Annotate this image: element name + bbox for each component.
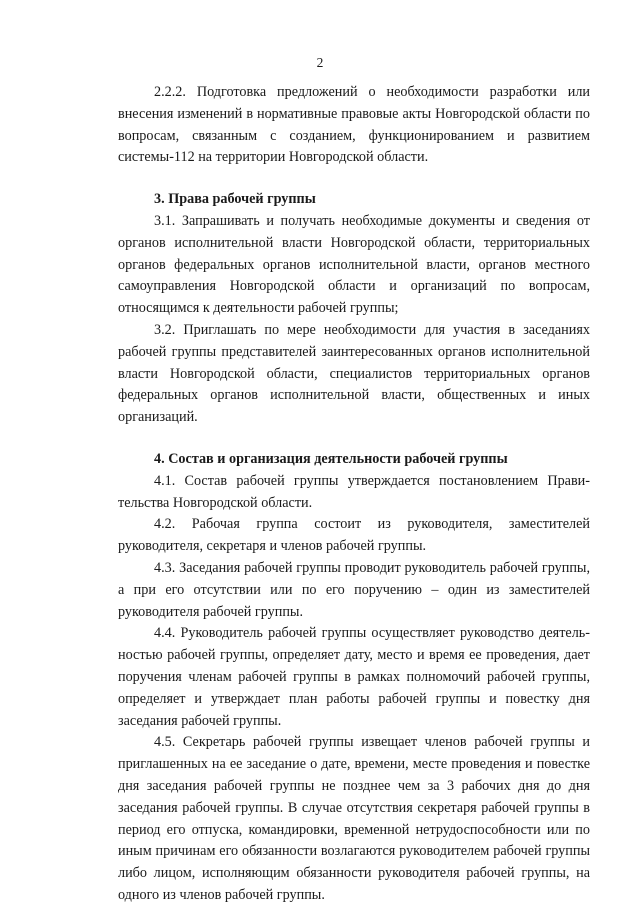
- paragraph-3-1: 3.1. Запрашивать и получать необходимые документы и сведения от органов исполнительной власти Новгородской области, территориальных органов федеральных органов исполнительной власти, органов местного самоуправления Новгородской области и организаций по вопросам, относящимся к деятельности рабочей группы;: [118, 212, 590, 317]
- document-body: [118, 82, 590, 907]
- section-heading-3: 3. Права рабочей группы: [154, 191, 316, 208]
- paragraph-4-1: 4.1. Состав рабочей группы утверждается постановлением Правительства Новгородской области.: [118, 472, 590, 511]
- section-heading-4: 4. Состав и организация деятельности рабочей группы: [154, 450, 508, 467]
- paragraph-4-5: 4.5. Секретарь рабочей группы извещает членов рабочей группы и приглашенных на ее заседание о дате, времени, месте проведения и повестке дня заседания рабочей группы не позднее чем за 3 рабочих дня до дня заседания рабочей группы. В случае отсутствия секретаря рабочей группы в период его отпуска, командировки, временной нетрудоспособности или по иным причинам его обязанности возлагаются руководителем рабочей группы либо лицом, исполняющим обязанности руководителя рабочей группы, на одного из членов рабочей группы.: [118, 734, 590, 903]
- paragraph-2-2-2: 2.2.2. Подготовка предложений о необходимости разработки или внесения изменений в нормативные правовые акты Новгородской области по вопросам, связанным с созданием, функционированием и развитием системы-112 на территории Новгородской области.: [118, 84, 590, 166]
- page-number: 2: [316, 55, 324, 70]
- paragraph-4-4: 4.4. Руководитель рабочей группы осуществляет руководство деятельностью рабочей группы, определяет дату, место и время ее проведения, дает поручения членам рабочей группы в рамках полномочий рабочей группы, определяет и утверждает план работы рабочей группы и повестку дня заседания рабочей группы.: [118, 625, 590, 729]
- section-spacer: [118, 429, 590, 449]
- paragraph-4-2: 4.2. Рабочая группа состоит из руководителя, заместителей руководителя, секретаря и членов рабочей группы.: [118, 516, 590, 555]
- section-spacer: [118, 169, 590, 189]
- paragraph-3-2: 3.2. Приглашать по мере необходимости для участия в заседаниях рабочей группы представителей заинтересованных органов исполнительной власти Новгородской области, специалистов территориальных органов федеральных органов исполнительной власти, общественных и иных организаций.: [118, 321, 590, 426]
- paragraph-4-3: 4.3. Заседания рабочей группы проводит руководитель рабочей группы, а при его отсутствии или по его поручению – один из заместителей руководителя рабочей группы.: [118, 559, 590, 620]
